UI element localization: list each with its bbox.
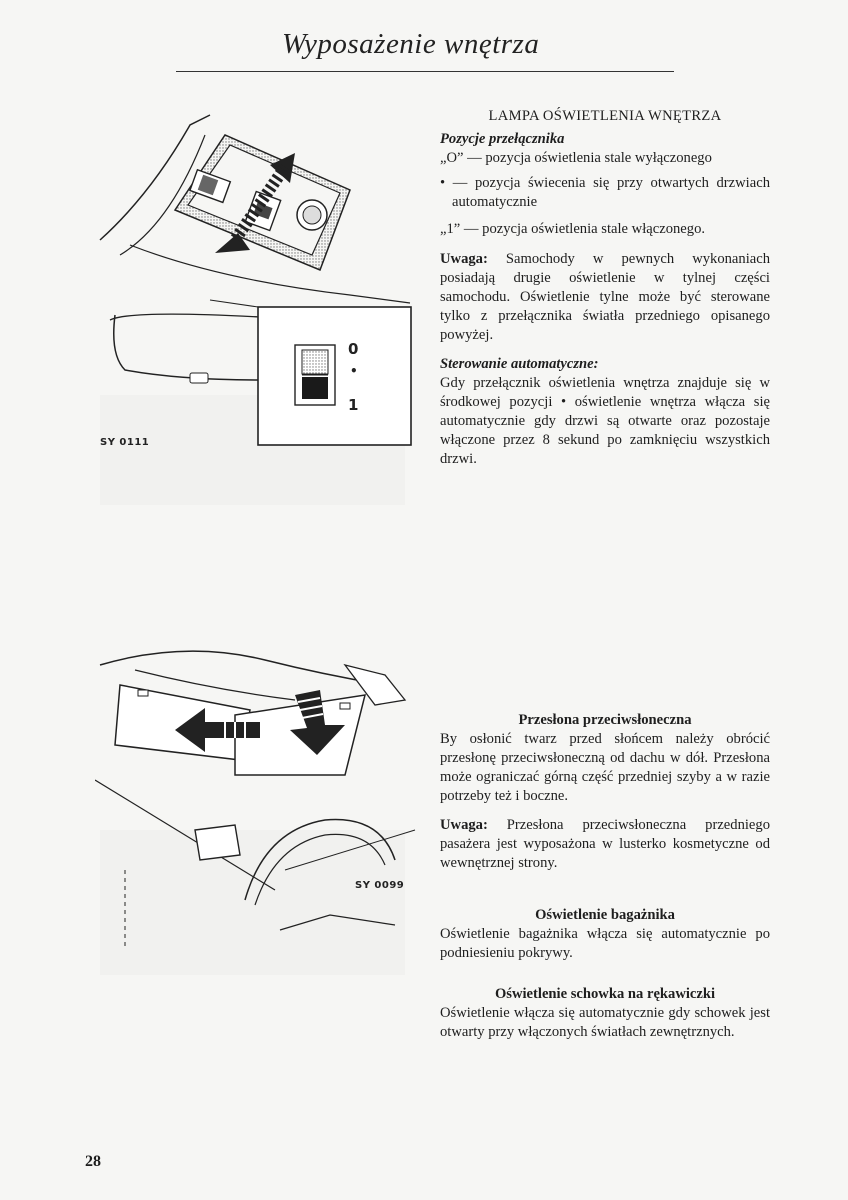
page-number: 28 — [85, 1153, 101, 1170]
boot-text: Oświetlenie bagażnika włącza się automatycznie po podniesieniu pokrywy. — [440, 926, 770, 961]
lamp-position-0: „O” — pozycja oświetlenia stale wyłączonego — [440, 150, 712, 166]
lamp-note-label: Uwaga: — [440, 251, 488, 267]
page-title: Wyposażenie wnętrza — [282, 28, 540, 60]
lamp-positions-heading: Pozycje przełącznika — [440, 131, 565, 147]
visor-section — [440, 711, 770, 873]
boot-section — [440, 906, 770, 963]
lamp-note-text: Samochody w pewnych wykonaniach posiadają drugie oświetlenie w tylnej części samochodu. Oświetlenie tylne może być sterowane tylko z przełącznika światła przedniego opisanego powyżej. — [440, 251, 770, 343]
visor-note-text: Przesłona przeciwsłoneczna przedniego pasażera jest wyposażona w lusterko kosmetyczne od wewnętrznej strony. — [440, 817, 770, 871]
switch-position-dot: • — [350, 364, 359, 378]
sun-visor-illustration — [95, 630, 420, 965]
switch-position-0: 0 — [348, 340, 359, 358]
visor-note — [440, 816, 770, 873]
visor-text: By osłonić twarz przed słońcem należy obrócić przesłonę przeciwsłoneczną od dachu w dół. Przesłona może ograniczać górną część przedniej szyby a w razie potrzeby też i boczne. — [440, 731, 770, 804]
lamp-note — [440, 250, 770, 345]
lamp-auto-text: Gdy przełącznik oświetlenia wnętrza znajduje się w środkowej pozycji • oświetlenie wnętrza włącza się automatycznie gdy drzwi są otwarte oraz pozostaje włączone przez 8 sekund po zamknięciu wszystkich drzwi. — [440, 375, 770, 467]
switch-position-1: 1 — [348, 396, 359, 414]
figure-code: SY 0111 — [100, 437, 150, 448]
boot-section-title: Oświetlenie bagażnika — [535, 907, 675, 923]
main-text-column — [440, 100, 770, 469]
interior-lamp-illustration — [90, 105, 420, 455]
lamp-position-1: „1” — pozycja oświetlenia stale włączonego. — [440, 221, 706, 237]
visor-note-label: Uwaga: — [440, 817, 488, 833]
lamp-auto-heading: Sterowanie automatyczne: — [440, 356, 599, 372]
glovebox-section — [440, 985, 770, 1042]
figure-code: SY 0099 — [355, 880, 405, 891]
visor-section-title: Przesłona przeciwsłoneczna — [518, 712, 692, 728]
header-divider — [176, 71, 674, 72]
glovebox-text: Oświetlenie włącza się automatycznie gdy schowek jest otwarty przy włączonych światłach zewnętrznych. — [440, 1005, 770, 1040]
lamp-section-title: LAMPA OŚWIETLENIA WNĘTRZA — [488, 108, 722, 124]
lamp-position-dot: • — pozycja świecenia się przy otwartych drzwiach automatycznie — [440, 175, 770, 210]
glovebox-section-title: Oświetlenie schowka na rękawiczki — [494, 986, 716, 1002]
